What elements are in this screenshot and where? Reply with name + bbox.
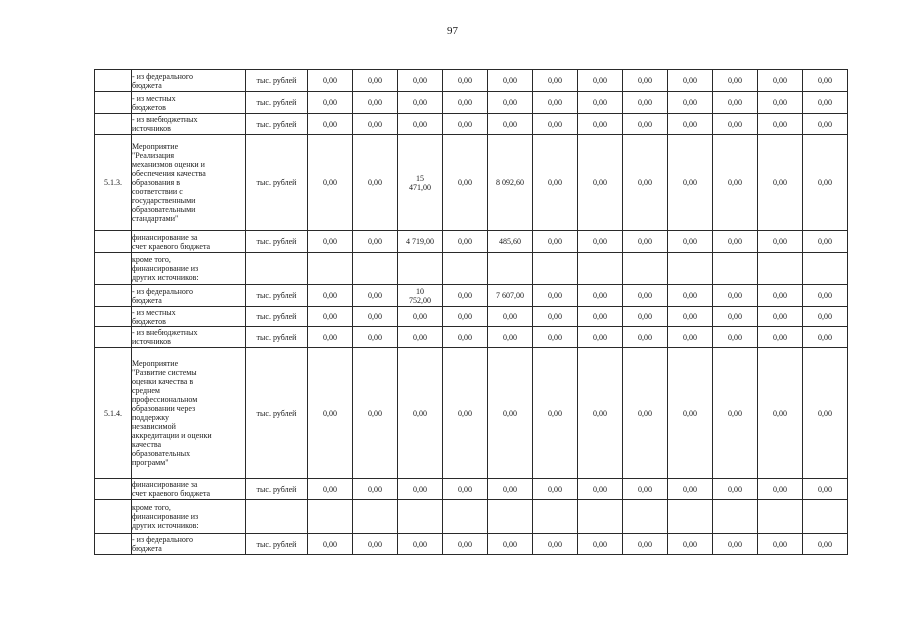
- value-cell: 0,00: [533, 327, 578, 348]
- value-cell: 0,00: [623, 285, 668, 307]
- budget-table: [94, 69, 848, 555]
- value-cell: 0,00: [443, 534, 488, 555]
- value-cell: [488, 253, 533, 285]
- value-cell: 0,00: [668, 327, 713, 348]
- unit-cell: тыс. рублей: [246, 70, 308, 92]
- unit-cell: тыс. рублей: [246, 479, 308, 500]
- value-cell: 0,00: [803, 479, 848, 500]
- item-code-cell: 5.1.3.: [95, 135, 132, 231]
- value-cell: [803, 253, 848, 285]
- value-cell: [578, 500, 623, 534]
- item-code-cell: [95, 253, 132, 285]
- value-cell: 0,00: [803, 327, 848, 348]
- value-cell: 0,00: [578, 479, 623, 500]
- value-cell: 7 607,00: [488, 285, 533, 307]
- value-cell: 0,00: [578, 348, 623, 479]
- value-cell: 0,00: [398, 92, 443, 114]
- value-cell: 0,00: [353, 348, 398, 479]
- value-cell: 4 719,00: [398, 231, 443, 253]
- value-cell: [443, 253, 488, 285]
- value-cell: [308, 500, 353, 534]
- item-name-cell: [132, 327, 246, 348]
- value-cell: 0,00: [533, 135, 578, 231]
- value-cell: 0,00: [533, 348, 578, 479]
- item-name-text: - из местных бюджетов: [132, 93, 176, 112]
- item-name-cell: [132, 348, 246, 479]
- item-name-cell: [132, 253, 246, 285]
- value-cell: 0,00: [398, 114, 443, 135]
- item-name-text: финансирование за счет краевого бюджета: [132, 232, 211, 251]
- table-row: [95, 231, 848, 253]
- value-cell: 0,00: [803, 231, 848, 253]
- value-cell: 0,00: [353, 307, 398, 327]
- value-cell: 0,00: [443, 307, 488, 327]
- unit-cell: тыс. рублей: [246, 534, 308, 555]
- value-cell: 0,00: [623, 70, 668, 92]
- value-cell: 0,00: [443, 327, 488, 348]
- value-cell: 0,00: [623, 135, 668, 231]
- value-cell: 0,00: [578, 135, 623, 231]
- value-cell: [623, 500, 668, 534]
- value-cell: 0,00: [488, 327, 533, 348]
- value-cell: 0,00: [488, 92, 533, 114]
- value-cell: 0,00: [443, 114, 488, 135]
- value-cell: 0,00: [713, 114, 758, 135]
- value-cell: 0,00: [533, 307, 578, 327]
- unit-cell: тыс. рублей: [246, 92, 308, 114]
- value-cell: 0,00: [623, 307, 668, 327]
- item-name-text: Мероприятие "Развитие системы оценки качества в среднем профессиональном образовании через поддержку независимой аккредитации и оценки качества образовательных программ": [132, 359, 212, 467]
- table-row: [95, 285, 848, 307]
- value-cell: 0,00: [713, 348, 758, 479]
- value-cell: [758, 253, 803, 285]
- value-cell: [353, 253, 398, 285]
- item-name-cell: [132, 114, 246, 135]
- value-cell: 0,00: [488, 348, 533, 479]
- value-cell: 0,00: [668, 479, 713, 500]
- value-cell: 0,00: [713, 231, 758, 253]
- value-cell: 0,00: [713, 534, 758, 555]
- value-cell: 0,00: [443, 135, 488, 231]
- table-row: [95, 534, 848, 555]
- value-cell: 0,00: [623, 114, 668, 135]
- value-cell: 8 092,60: [488, 135, 533, 231]
- value-cell: [533, 253, 578, 285]
- item-name-text: Мероприятие "Реализация механизмов оценки и обеспечения качества образования в соответствии с государственными образовательными стандартами": [132, 142, 206, 223]
- value-cell: 0,00: [803, 135, 848, 231]
- value-cell: 0,00: [308, 114, 353, 135]
- item-name-text: кроме того, финансирование из других источников:: [132, 255, 199, 282]
- value-cell: 0,00: [758, 135, 803, 231]
- value-cell: 0,00: [353, 70, 398, 92]
- value-cell: 0,00: [758, 285, 803, 307]
- value-cell: 0,00: [758, 479, 803, 500]
- value-cell: [713, 500, 758, 534]
- unit-cell: тыс. рублей: [246, 114, 308, 135]
- value-cell: 0,00: [353, 231, 398, 253]
- value-cell: [713, 253, 758, 285]
- item-code-cell: [95, 534, 132, 555]
- value-cell: 0,00: [308, 307, 353, 327]
- value-cell: 0,00: [668, 92, 713, 114]
- value-cell: 0,00: [623, 534, 668, 555]
- table-row: [95, 70, 848, 92]
- value-cell: 0,00: [803, 534, 848, 555]
- value-cell: 0,00: [803, 70, 848, 92]
- item-name-text: - из федерального бюджета: [132, 535, 193, 553]
- value-cell: [443, 500, 488, 534]
- value-cell: 0,00: [353, 92, 398, 114]
- item-code-cell: [95, 70, 132, 92]
- value-cell: 0,00: [623, 231, 668, 253]
- value-cell: 0,00: [443, 231, 488, 253]
- value-cell: 0,00: [578, 534, 623, 555]
- value-cell: 0,00: [533, 231, 578, 253]
- page-number: 97: [447, 25, 458, 37]
- value-cell: 0,00: [803, 114, 848, 135]
- value-cell: 0,00: [713, 285, 758, 307]
- value-cell: 0,00: [578, 285, 623, 307]
- value-cell: 10 752,00: [398, 285, 443, 307]
- value-cell: 0,00: [578, 114, 623, 135]
- value-cell: 0,00: [623, 479, 668, 500]
- value-cell: 0,00: [578, 70, 623, 92]
- value-cell: 0,00: [533, 92, 578, 114]
- item-name-text: - из федерального бюджета: [132, 71, 193, 90]
- item-code-cell: [95, 500, 132, 534]
- value-cell: 0,00: [668, 348, 713, 479]
- item-code-cell: [95, 307, 132, 327]
- value-cell: 0,00: [353, 285, 398, 307]
- item-code-cell: [95, 92, 132, 114]
- value-cell: 0,00: [758, 114, 803, 135]
- item-name-cell: [132, 307, 246, 327]
- value-cell: [353, 500, 398, 534]
- value-cell: 485,60: [488, 231, 533, 253]
- item-name-text: - из федерального бюджета: [132, 286, 193, 305]
- unit-cell: тыс. рублей: [246, 327, 308, 348]
- value-cell: [623, 253, 668, 285]
- value-cell: 0,00: [758, 348, 803, 479]
- value-cell: 0,00: [308, 479, 353, 500]
- item-code-cell: [95, 285, 132, 307]
- value-cell: 0,00: [713, 92, 758, 114]
- value-cell: 15 471,00: [398, 135, 443, 231]
- value-cell: 0,00: [713, 70, 758, 92]
- value-cell: 0,00: [443, 285, 488, 307]
- value-cell: 0,00: [443, 92, 488, 114]
- value-cell: [308, 253, 353, 285]
- value-cell: 0,00: [533, 285, 578, 307]
- value-cell: 0,00: [623, 92, 668, 114]
- table-row: [95, 253, 848, 285]
- value-cell: 0,00: [488, 534, 533, 555]
- value-cell: 0,00: [398, 327, 443, 348]
- value-cell: 0,00: [533, 479, 578, 500]
- unit-cell: тыс. рублей: [246, 285, 308, 307]
- table-row: [95, 500, 848, 534]
- value-cell: 0,00: [488, 307, 533, 327]
- value-cell: 0,00: [758, 70, 803, 92]
- unit-cell: тыс. рублей: [246, 307, 308, 327]
- unit-cell: тыс. рублей: [246, 231, 308, 253]
- value-cell: 0,00: [668, 231, 713, 253]
- table-row: [95, 327, 848, 348]
- table-row: [95, 114, 848, 135]
- value-cell: 0,00: [713, 307, 758, 327]
- item-code-cell: 5.1.4.: [95, 348, 132, 479]
- item-name-cell: [132, 70, 246, 92]
- value-cell: [758, 500, 803, 534]
- value-cell: 0,00: [668, 534, 713, 555]
- item-code-cell: [95, 231, 132, 253]
- value-cell: 0,00: [353, 479, 398, 500]
- unit-cell: тыс. рублей: [246, 135, 308, 231]
- value-cell: 0,00: [308, 92, 353, 114]
- value-cell: 0,00: [443, 479, 488, 500]
- item-name-cell: [132, 500, 246, 534]
- item-name-text: - из внебюджетных источников: [132, 328, 198, 346]
- value-cell: 0,00: [308, 534, 353, 555]
- value-cell: 0,00: [803, 348, 848, 479]
- value-cell: 0,00: [488, 70, 533, 92]
- value-cell: [668, 500, 713, 534]
- item-name-cell: [132, 92, 246, 114]
- value-cell: 0,00: [308, 327, 353, 348]
- value-cell: 0,00: [308, 348, 353, 479]
- value-cell: 0,00: [758, 231, 803, 253]
- value-cell: 0,00: [758, 92, 803, 114]
- value-cell: 0,00: [758, 534, 803, 555]
- table-row: [95, 307, 848, 327]
- value-cell: 0,00: [308, 135, 353, 231]
- value-cell: 0,00: [578, 92, 623, 114]
- value-cell: 0,00: [713, 135, 758, 231]
- value-cell: 0,00: [578, 307, 623, 327]
- value-cell: 0,00: [443, 70, 488, 92]
- item-code-cell: [95, 479, 132, 500]
- value-cell: 0,00: [578, 231, 623, 253]
- value-cell: 0,00: [803, 307, 848, 327]
- value-cell: 0,00: [353, 534, 398, 555]
- value-cell: [578, 253, 623, 285]
- value-cell: [803, 500, 848, 534]
- item-name-cell: [132, 479, 246, 500]
- value-cell: 0,00: [758, 307, 803, 327]
- table-row: [95, 135, 848, 231]
- value-cell: 0,00: [308, 231, 353, 253]
- value-cell: 0,00: [308, 285, 353, 307]
- table-row: [95, 348, 848, 479]
- value-cell: 0,00: [398, 307, 443, 327]
- value-cell: 0,00: [443, 348, 488, 479]
- value-cell: 0,00: [758, 327, 803, 348]
- item-name-text: - из местных бюджетов: [132, 307, 176, 326]
- value-cell: [398, 500, 443, 534]
- value-cell: 0,00: [398, 479, 443, 500]
- value-cell: 0,00: [488, 479, 533, 500]
- value-cell: 0,00: [353, 135, 398, 231]
- value-cell: 0,00: [713, 479, 758, 500]
- value-cell: 0,00: [803, 285, 848, 307]
- unit-cell: [246, 253, 308, 285]
- value-cell: [488, 500, 533, 534]
- item-name-cell: [132, 231, 246, 253]
- value-cell: 0,00: [308, 70, 353, 92]
- value-cell: [668, 253, 713, 285]
- item-name-text: кроме того, финансирование из других источников:: [132, 503, 199, 530]
- value-cell: 0,00: [488, 114, 533, 135]
- table-row: [95, 92, 848, 114]
- item-name-cell: [132, 285, 246, 307]
- value-cell: 0,00: [578, 327, 623, 348]
- unit-cell: тыс. рублей: [246, 348, 308, 479]
- value-cell: 0,00: [353, 114, 398, 135]
- item-code-cell: [95, 327, 132, 348]
- value-cell: 0,00: [668, 307, 713, 327]
- item-name-cell: [132, 534, 246, 555]
- item-name-text: финансирование за счет краевого бюджета: [132, 480, 211, 498]
- value-cell: 0,00: [668, 135, 713, 231]
- value-cell: 0,00: [398, 348, 443, 479]
- value-cell: [533, 500, 578, 534]
- value-cell: 0,00: [533, 114, 578, 135]
- table-row: [95, 479, 848, 500]
- value-cell: 0,00: [803, 92, 848, 114]
- value-cell: 0,00: [623, 327, 668, 348]
- value-cell: 0,00: [668, 114, 713, 135]
- value-cell: [398, 253, 443, 285]
- value-cell: 0,00: [533, 534, 578, 555]
- value-cell: 0,00: [398, 534, 443, 555]
- value-cell: 0,00: [713, 327, 758, 348]
- value-cell: 0,00: [353, 327, 398, 348]
- value-cell: 0,00: [398, 70, 443, 92]
- item-name-text: - из внебюджетных источников: [132, 115, 198, 133]
- value-cell: 0,00: [668, 285, 713, 307]
- item-code-cell: [95, 114, 132, 135]
- value-cell: 0,00: [623, 348, 668, 479]
- unit-cell: [246, 500, 308, 534]
- item-name-cell: [132, 135, 246, 231]
- value-cell: 0,00: [668, 70, 713, 92]
- value-cell: 0,00: [533, 70, 578, 92]
